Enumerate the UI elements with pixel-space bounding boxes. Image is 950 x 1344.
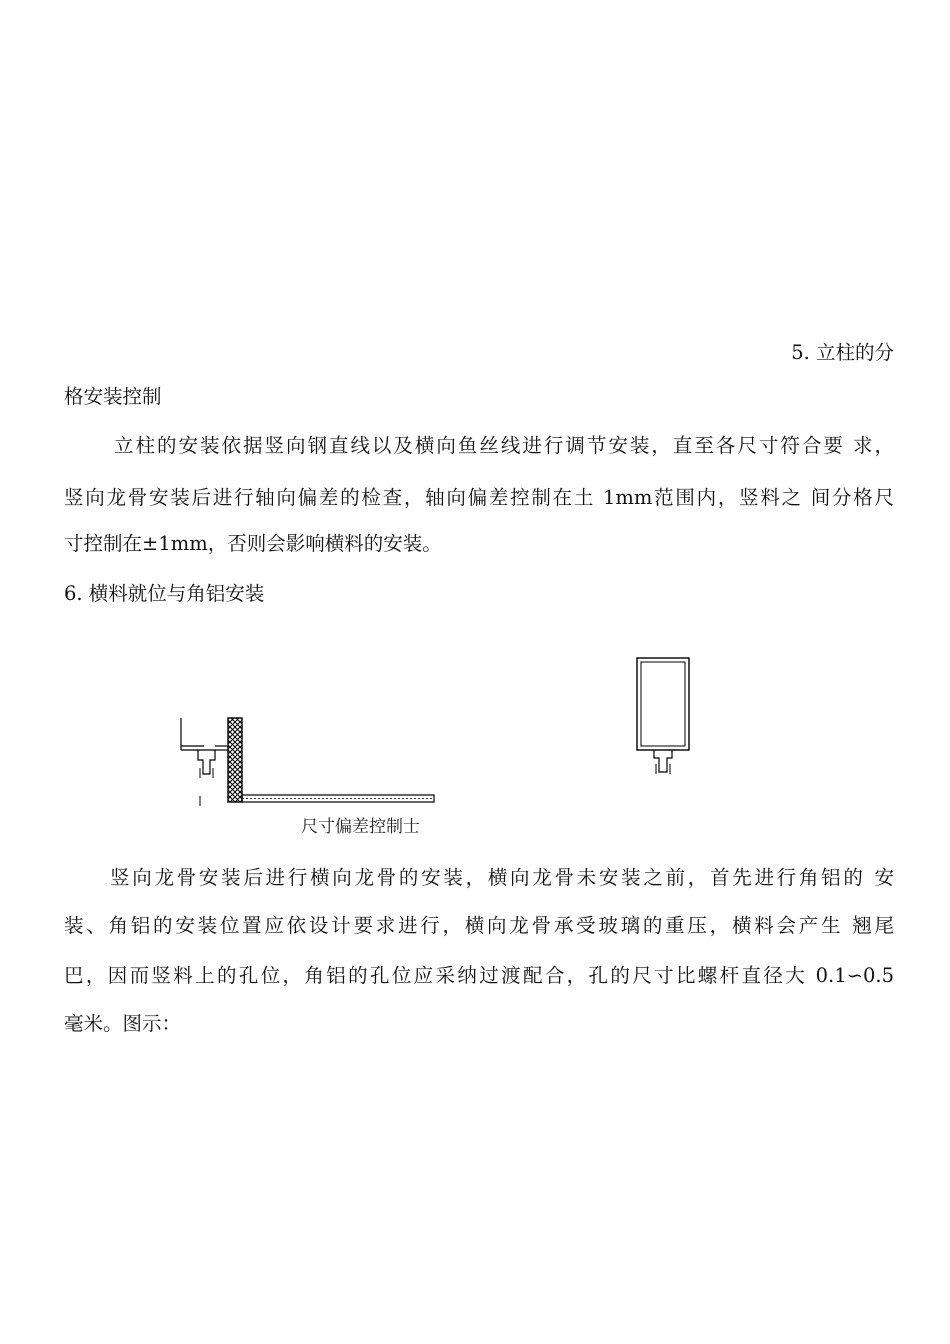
angle-aluminum-section-figure (170, 712, 440, 812)
section-5-paragraph-line-3: 寸控制在±1mm，否则会影响横料的安装。 (64, 532, 442, 555)
section-5-paragraph-line-1: 立柱的安装依据竖向钢直线以及横向鱼丝线进行调节安装，直至各尺寸符合要 求， (114, 434, 894, 457)
section-5-heading-continuation: 格安装控制 (64, 385, 162, 408)
section-5-heading: 5. 立柱的分 (791, 341, 894, 364)
figure-caption: 尺寸偏差控制士 (301, 817, 420, 837)
section-6-paragraph-line-2: 装、角铝的安装位置应依设计要求进行，横向龙骨承受玻璃的重压，横料会产生 翘尾 (64, 914, 894, 937)
section-6-paragraph-line-3: 巴，因而竖料上的孔位，角铝的孔位应采纳过渡配合，孔的尺寸比螺杆直径大 0.1∽0.5 (64, 964, 894, 987)
section-6-paragraph-line-4: 毫米。图示： (64, 1012, 182, 1035)
section-6-paragraph-line-1: 竖向龙骨安装后进行横向龙骨的安装，横向龙骨未安装之前，首先进行角铝的 安 (110, 866, 894, 889)
section-6-heading: 6. 横料就位与角铝安装 (64, 582, 265, 605)
section-5-paragraph-line-2: 竖向龙骨安装后进行轴向偏差的检查，轴向偏差控制在土 1mm范围内，竖料之 间分格尺 (64, 486, 894, 509)
mullion-profile-figure (630, 654, 698, 778)
